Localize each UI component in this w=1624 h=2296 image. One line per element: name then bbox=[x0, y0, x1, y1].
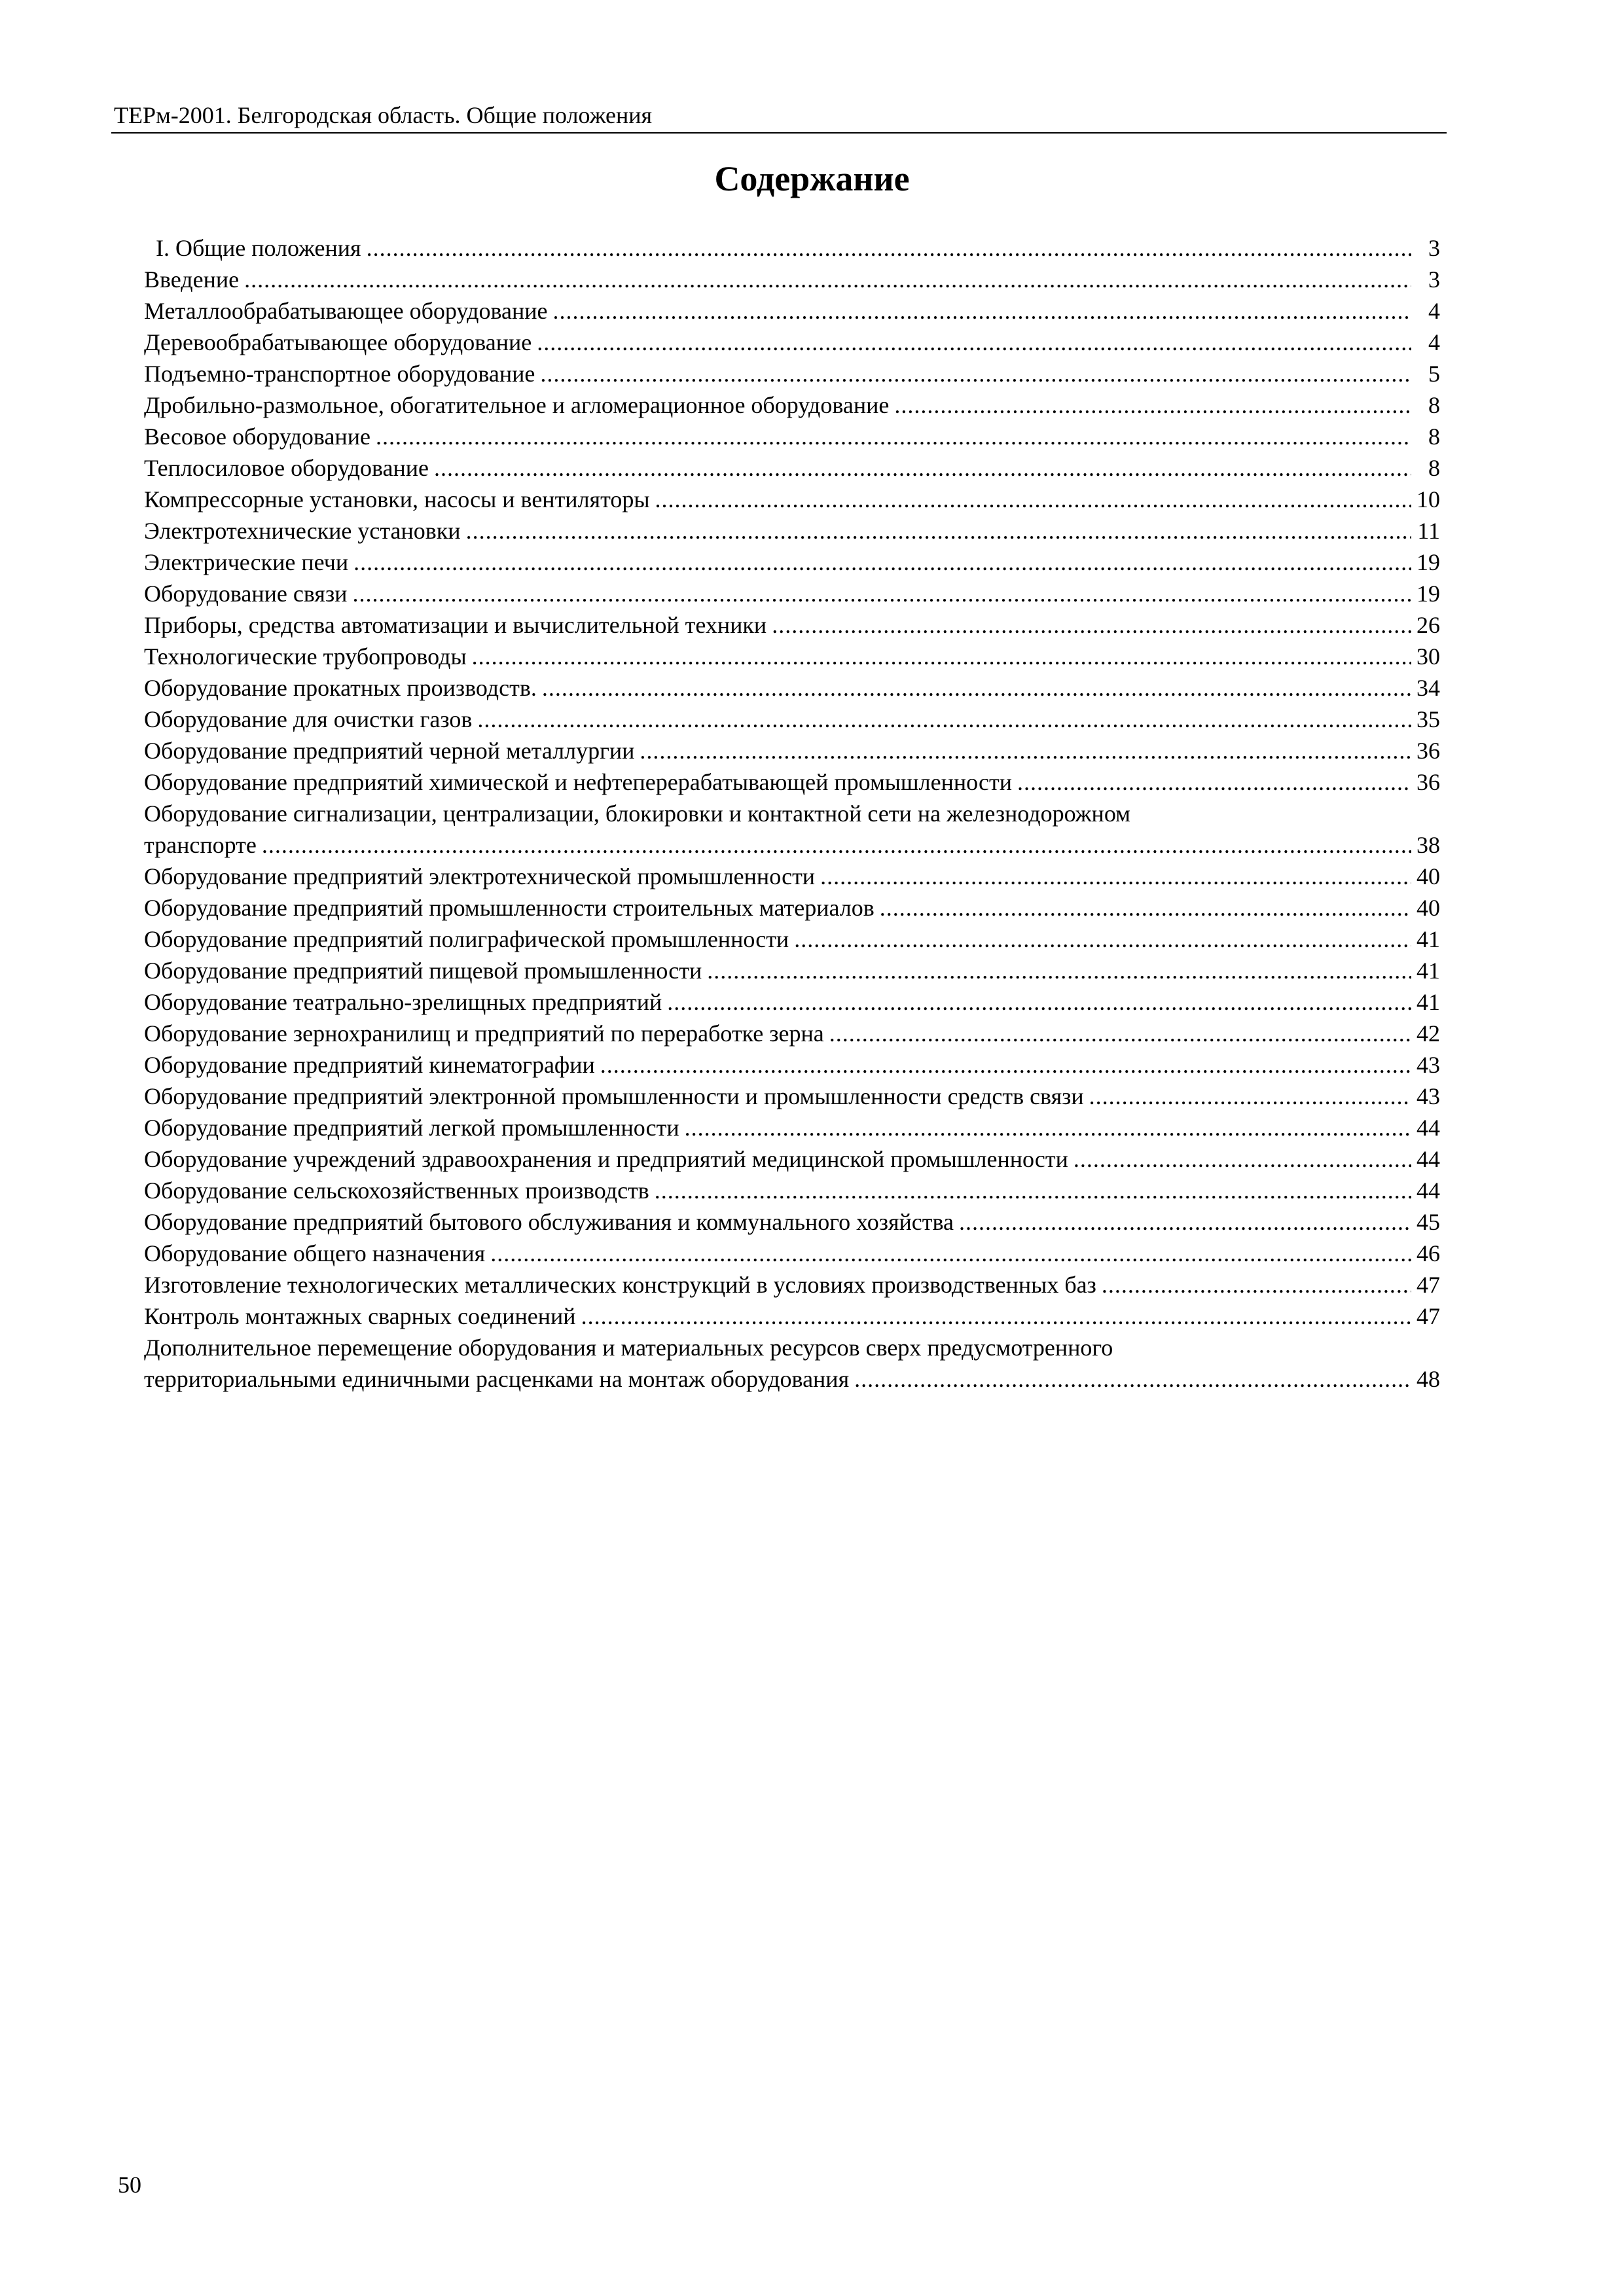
dot-leader bbox=[490, 1238, 1411, 1269]
toc-entry-page: 19 bbox=[1416, 581, 1440, 607]
toc-entry-page: 36 bbox=[1416, 738, 1440, 764]
toc-entry-title: Оборудование предприятий промышленности строительных материалов bbox=[144, 895, 875, 921]
toc-entry[interactable] bbox=[144, 578, 1440, 609]
dot-leader bbox=[854, 1363, 1411, 1395]
toc-entry-title: Подъемно-транспортное оборудование bbox=[144, 361, 535, 387]
toc-entry-page: 44 bbox=[1416, 1115, 1440, 1141]
toc-entry[interactable] bbox=[144, 421, 1440, 452]
page-number: 50 bbox=[118, 2172, 141, 2198]
toc-entry-page: 43 bbox=[1416, 1083, 1440, 1109]
dot-leader bbox=[655, 1175, 1411, 1206]
toc-entry-page: 43 bbox=[1416, 1052, 1440, 1078]
toc-entry-page: 35 bbox=[1416, 706, 1440, 732]
toc-entry-title: Введение bbox=[144, 266, 240, 293]
toc-entry-page: 8 bbox=[1428, 392, 1440, 418]
dot-leader bbox=[820, 861, 1411, 892]
toc-entry-title: Технологические трубопроводы bbox=[144, 643, 467, 670]
toc-entry-title: Оборудование предприятий черной металлургии bbox=[144, 738, 635, 764]
toc-entry-page: 41 bbox=[1416, 926, 1440, 952]
toc-entry[interactable] bbox=[144, 955, 1440, 986]
toc-entry-title: Теплосиловое оборудование bbox=[144, 455, 429, 481]
toc-entry[interactable] bbox=[144, 924, 1440, 955]
dot-leader bbox=[472, 641, 1411, 672]
toc-entry-page: 44 bbox=[1416, 1177, 1440, 1204]
toc-entry-page: 48 bbox=[1416, 1366, 1440, 1392]
toc-entry-page: 4 bbox=[1428, 298, 1440, 324]
toc-entry[interactable] bbox=[144, 1238, 1440, 1269]
toc-entry[interactable] bbox=[144, 1112, 1440, 1143]
dot-leader bbox=[262, 829, 1411, 861]
toc-entry[interactable] bbox=[144, 672, 1440, 704]
toc-entry[interactable] bbox=[144, 986, 1440, 1018]
toc-entry-title: Оборудование общего назначения bbox=[144, 1240, 486, 1266]
toc-entry[interactable] bbox=[144, 484, 1440, 515]
toc-entry-page: 47 bbox=[1416, 1303, 1440, 1329]
toc-entry-title: Оборудование предприятий электронной промышленности и промышленности средств связи bbox=[144, 1083, 1084, 1109]
toc-entry-page: 38 bbox=[1416, 832, 1440, 858]
table-of-contents bbox=[144, 232, 1440, 1395]
toc-entry-page: 47 bbox=[1416, 1272, 1440, 1298]
toc-entry-title: Оборудование зернохранилищ и предприятий по переработке зерна bbox=[144, 1020, 824, 1047]
toc-entry-title: Оборудование предприятий химической и нефтеперерабатывающей промышленности bbox=[144, 769, 1012, 795]
toc-entry[interactable] bbox=[144, 766, 1440, 798]
toc-entry[interactable] bbox=[144, 735, 1440, 766]
dot-leader bbox=[894, 389, 1411, 421]
toc-entry[interactable] bbox=[144, 1300, 1440, 1332]
running-title: ТЕРм-2001. Белгородская область. Общие положения bbox=[114, 102, 653, 128]
dot-leader bbox=[537, 327, 1411, 358]
toc-entry-page: 41 bbox=[1416, 989, 1440, 1015]
toc-entry[interactable] bbox=[144, 1206, 1440, 1238]
dot-leader bbox=[540, 358, 1411, 389]
toc-entry-title: Приборы, средства автоматизации и вычислительной техники bbox=[144, 612, 767, 638]
toc-entry-title: Оборудование театрально-зрелищных предприятий bbox=[144, 989, 662, 1015]
toc-entry-title: Оборудование предприятий пищевой промышленности bbox=[144, 958, 702, 984]
dot-leader bbox=[244, 264, 1411, 295]
toc-entry-title: Электротехнические установки bbox=[144, 518, 461, 544]
dot-leader bbox=[829, 1018, 1411, 1049]
toc-entry[interactable] bbox=[144, 452, 1440, 484]
dot-leader bbox=[477, 704, 1411, 735]
toc-entry-title: Дополнительное перемещение оборудования и материальных ресурсов сверх предусмотренного bbox=[144, 1335, 1113, 1361]
toc-entry-page: 45 bbox=[1416, 1209, 1440, 1235]
toc-entry-page: 5 bbox=[1428, 361, 1440, 387]
dot-leader bbox=[655, 484, 1411, 515]
toc-entry-title-continued: территориальными единичными расценками на монтаж оборудования bbox=[144, 1366, 850, 1392]
dot-leader bbox=[434, 452, 1411, 484]
toc-entry-page: 46 bbox=[1416, 1240, 1440, 1266]
toc-entry-page: 41 bbox=[1416, 958, 1440, 984]
toc-entry-title: Электрические печи bbox=[144, 549, 349, 575]
toc-entry[interactable] bbox=[144, 1049, 1440, 1081]
toc-entry-title: Дробильно-размольное, обогатительное и агломерационное оборудование bbox=[144, 392, 890, 418]
toc-entry[interactable] bbox=[144, 641, 1440, 672]
dot-leader bbox=[707, 955, 1411, 986]
dot-leader bbox=[685, 1112, 1411, 1143]
dot-leader bbox=[367, 232, 1411, 264]
dot-leader bbox=[1089, 1081, 1411, 1112]
dot-leader bbox=[542, 672, 1411, 704]
toc-entry-title: Оборудование предприятий легкой промышленности bbox=[144, 1115, 679, 1141]
toc-entry[interactable] bbox=[144, 358, 1440, 389]
toc-entry[interactable] bbox=[144, 1269, 1440, 1300]
dot-leader bbox=[959, 1206, 1411, 1238]
toc-entry-page: 30 bbox=[1416, 643, 1440, 670]
toc-entry-page: 3 bbox=[1428, 235, 1440, 261]
toc-entry-title: Контроль монтажных сварных соединений bbox=[144, 1303, 576, 1329]
dot-leader bbox=[581, 1300, 1411, 1332]
toc-entry-page: 4 bbox=[1428, 329, 1440, 355]
toc-entry-page: 3 bbox=[1428, 266, 1440, 293]
toc-entry[interactable] bbox=[144, 892, 1440, 924]
toc-entry-title: Оборудование предприятий электротехнической промышленности bbox=[144, 863, 816, 889]
toc-entry[interactable] bbox=[144, 609, 1440, 641]
toc-entry-title-continued: транспорте bbox=[144, 832, 257, 858]
toc-entry-title: Оборудование сельскохозяйственных производств bbox=[144, 1177, 649, 1204]
page-header bbox=[111, 93, 1447, 134]
toc-entry-title: Изготовление технологических металлических конструкций в условиях производственных баз bbox=[144, 1272, 1096, 1298]
toc-entry[interactable] bbox=[144, 1018, 1440, 1049]
toc-entry-page: 36 bbox=[1416, 769, 1440, 795]
dot-leader bbox=[466, 515, 1411, 547]
dot-leader bbox=[353, 547, 1411, 578]
toc-entry[interactable] bbox=[144, 264, 1440, 295]
toc-entry[interactable] bbox=[144, 704, 1440, 735]
toc-entry[interactable] bbox=[144, 1143, 1440, 1175]
toc-entry-title: Металлообрабатывающее оборудование bbox=[144, 298, 548, 324]
toc-entry-title: Оборудование прокатных производств. bbox=[144, 675, 537, 701]
toc-entry-title: Оборудование учреждений здравоохранения и предприятий медицинской промышленности bbox=[144, 1146, 1068, 1172]
dot-leader bbox=[880, 892, 1411, 924]
dot-leader bbox=[552, 295, 1411, 327]
toc-entry[interactable] bbox=[144, 1332, 1440, 1395]
toc-entry-title: Оборудование предприятий полиграфической промышленности bbox=[144, 926, 789, 952]
toc-entry-page: 8 bbox=[1428, 455, 1440, 481]
toc-entry[interactable] bbox=[144, 295, 1440, 327]
dot-leader bbox=[772, 609, 1411, 641]
dot-leader bbox=[794, 924, 1411, 955]
toc-entry[interactable] bbox=[144, 798, 1440, 861]
toc-entry-page: 10 bbox=[1416, 486, 1440, 512]
dot-leader bbox=[640, 735, 1411, 766]
toc-entry-title: Весовое оборудование bbox=[144, 423, 370, 450]
toc-entry-title: Деревообрабатывающее оборудование bbox=[144, 329, 532, 355]
dot-leader bbox=[352, 578, 1411, 609]
toc-entry-page: 44 bbox=[1416, 1146, 1440, 1172]
dot-leader bbox=[376, 421, 1411, 452]
dot-leader bbox=[600, 1049, 1411, 1081]
toc-entry[interactable] bbox=[144, 232, 1440, 264]
dot-leader bbox=[1102, 1269, 1411, 1300]
toc-entry-page: 34 bbox=[1416, 675, 1440, 701]
toc-entry[interactable] bbox=[144, 1175, 1440, 1206]
toc-entry[interactable] bbox=[144, 861, 1440, 892]
toc-entry-title: Оборудование предприятий кинематографии bbox=[144, 1052, 595, 1078]
dot-leader bbox=[667, 986, 1411, 1018]
toc-title: Содержание bbox=[714, 159, 910, 198]
toc-entry-page: 40 bbox=[1416, 863, 1440, 889]
toc-entry-title: Оборудование сигнализации, централизации, блокировки и контактной сети на железнодорожном bbox=[144, 800, 1130, 827]
toc-entry-page: 11 bbox=[1417, 518, 1440, 544]
toc-entry-title: Оборудование предприятий бытового обслуживания и коммунального хозяйства bbox=[144, 1209, 954, 1235]
toc-entry-page: 42 bbox=[1416, 1020, 1440, 1047]
toc-entry-page: 40 bbox=[1416, 895, 1440, 921]
toc-entry[interactable] bbox=[144, 547, 1440, 578]
toc-entry-title: Оборудование связи bbox=[144, 581, 348, 607]
toc-entry[interactable] bbox=[144, 389, 1440, 421]
toc-entry[interactable] bbox=[144, 1081, 1440, 1112]
toc-entry-page: 19 bbox=[1416, 549, 1440, 575]
toc-entry-title: I. Общие положения bbox=[156, 235, 361, 261]
toc-entry[interactable] bbox=[144, 515, 1440, 547]
dot-leader bbox=[1074, 1143, 1411, 1175]
toc-entry[interactable] bbox=[144, 327, 1440, 358]
toc-entry-title: Компрессорные установки, насосы и вентиляторы bbox=[144, 486, 650, 512]
toc-entry-page: 26 bbox=[1416, 612, 1440, 638]
toc-entry-title: Оборудование для очистки газов bbox=[144, 706, 473, 732]
dot-leader bbox=[1017, 766, 1411, 798]
toc-entry-page: 8 bbox=[1428, 423, 1440, 450]
